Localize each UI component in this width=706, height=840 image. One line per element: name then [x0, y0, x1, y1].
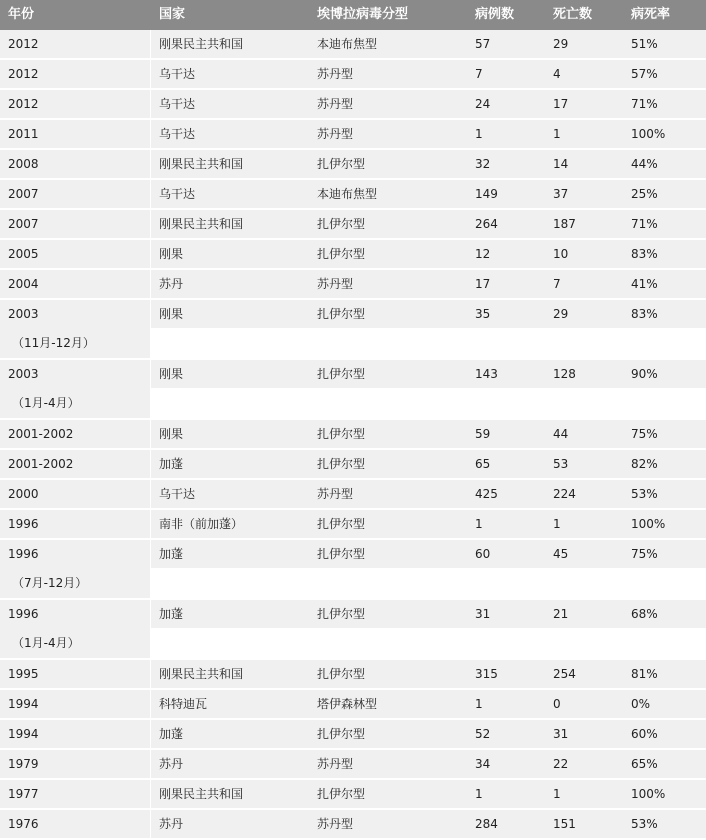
cell-fatality: 83%	[623, 240, 706, 268]
cell-deaths: 45	[545, 540, 623, 568]
cell-country: 乌干达	[151, 120, 309, 148]
cell-deaths: 53	[545, 450, 623, 478]
cell-country: 刚果民主共和国	[151, 780, 309, 808]
cell-country: 乌干达	[151, 480, 309, 508]
header-year[interactable]: 年份	[0, 2, 150, 30]
cell-country: 加蓬	[151, 540, 309, 568]
table-row	[0, 270, 706, 300]
cell-fatality: 41%	[623, 270, 706, 298]
cell-deaths: 17	[545, 90, 623, 118]
cell-deaths: 22	[545, 750, 623, 778]
cell-fatality: 71%	[623, 90, 706, 118]
cell-fatality: 60%	[623, 720, 706, 748]
cell-deaths: 128	[545, 360, 623, 388]
cell-fatality: 68%	[623, 600, 706, 628]
table-row	[0, 360, 706, 390]
cell-cases: 12	[467, 240, 545, 268]
cell-year: 1996	[0, 540, 150, 568]
cell-cases: 315	[467, 660, 545, 688]
cell-year: 2005	[0, 240, 150, 268]
cell-year: 2012	[0, 30, 150, 58]
cell-year: 1976	[0, 810, 150, 838]
cell-year: 2011	[0, 120, 150, 148]
table-row	[0, 540, 706, 570]
cell-cases: 65	[467, 450, 545, 478]
table-row-note	[0, 570, 706, 600]
table-row	[0, 600, 706, 630]
cell-country: 苏丹	[151, 750, 309, 778]
cell-deaths: 4	[545, 60, 623, 88]
table-row	[0, 750, 706, 780]
cell-year: 2007	[0, 210, 150, 238]
cell-country: 乌干达	[151, 180, 309, 208]
cell-year: 2012	[0, 90, 150, 118]
cell-country: 苏丹	[151, 810, 309, 838]
cell-fatality: 75%	[623, 540, 706, 568]
cell-country: 刚果	[151, 360, 309, 388]
table-row	[0, 660, 706, 690]
cell-cases: 143	[467, 360, 545, 388]
cell-year: 2003	[0, 300, 150, 328]
cell-year: 2003	[0, 360, 150, 388]
cell-subtype: 苏丹型	[309, 810, 467, 838]
cell-year: 1977	[0, 780, 150, 808]
cell-subtype: 苏丹型	[309, 90, 467, 118]
cell-subtype: 扎伊尔型	[309, 210, 467, 238]
cell-country: 刚果民主共和国	[151, 660, 309, 688]
cell-fatality: 0%	[623, 690, 706, 718]
table-header	[0, 0, 706, 30]
cell-subtype: 苏丹型	[309, 270, 467, 298]
cell-subtype: 塔伊森林型	[309, 690, 467, 718]
cell-cases: 425	[467, 480, 545, 508]
header-country[interactable]: 国家	[151, 2, 309, 30]
cell-period-note: （1月-4月）	[0, 388, 150, 418]
cell-deaths: 44	[545, 420, 623, 448]
cell-country: 刚果	[151, 240, 309, 268]
cell-fatality: 53%	[623, 810, 706, 838]
cell-subtype: 本迪布焦型	[309, 180, 467, 208]
cell-subtype: 本迪布焦型	[309, 30, 467, 58]
cell-year: 2004	[0, 270, 150, 298]
cell-cases: 57	[467, 30, 545, 58]
cell-fatality: 71%	[623, 210, 706, 238]
cell-country: 刚果	[151, 420, 309, 448]
cell-period-note: （7月-12月）	[0, 568, 150, 598]
cell-country: 加蓬	[151, 450, 309, 478]
cell-year: 1994	[0, 690, 150, 718]
table-row	[0, 690, 706, 720]
table-row	[0, 420, 706, 450]
table-row	[0, 720, 706, 750]
cell-subtype: 苏丹型	[309, 750, 467, 778]
header-deaths[interactable]: 死亡数	[545, 2, 623, 30]
cell-cases: 149	[467, 180, 545, 208]
table-row	[0, 810, 706, 840]
cell-period-note: （1月-4月）	[0, 628, 150, 658]
cell-subtype: 扎伊尔型	[309, 720, 467, 748]
table-row-note	[0, 330, 706, 360]
cell-fatality: 53%	[623, 480, 706, 508]
cell-deaths: 21	[545, 600, 623, 628]
cell-subtype: 扎伊尔型	[309, 600, 467, 628]
cell-subtype: 扎伊尔型	[309, 300, 467, 328]
table-row	[0, 120, 706, 150]
cell-fatality: 57%	[623, 60, 706, 88]
cell-country: 刚果民主共和国	[151, 210, 309, 238]
cell-deaths: 1	[545, 120, 623, 148]
cell-cases: 31	[467, 600, 545, 628]
cell-fatality: 82%	[623, 450, 706, 478]
cell-cases: 284	[467, 810, 545, 838]
cell-subtype: 扎伊尔型	[309, 510, 467, 538]
cell-deaths: 254	[545, 660, 623, 688]
cell-fatality: 83%	[623, 300, 706, 328]
cell-subtype: 苏丹型	[309, 120, 467, 148]
cell-year: 1996	[0, 600, 150, 628]
cell-subtype: 扎伊尔型	[309, 540, 467, 568]
cell-cases: 52	[467, 720, 545, 748]
cell-country: 科特迪瓦	[151, 690, 309, 718]
cell-country: 乌干达	[151, 60, 309, 88]
cell-subtype: 扎伊尔型	[309, 420, 467, 448]
cell-cases: 1	[467, 690, 545, 718]
cell-deaths: 37	[545, 180, 623, 208]
header-subtype[interactable]: 埃博拉病毒分型	[309, 2, 467, 30]
cell-deaths: 1	[545, 780, 623, 808]
cell-subtype: 苏丹型	[309, 60, 467, 88]
cell-fatality: 25%	[623, 180, 706, 208]
cell-fatality: 51%	[623, 30, 706, 58]
cell-deaths: 31	[545, 720, 623, 748]
table-row	[0, 30, 706, 60]
table-row	[0, 90, 706, 120]
table-row	[0, 300, 706, 330]
cell-country: 刚果民主共和国	[151, 150, 309, 178]
cell-subtype: 扎伊尔型	[309, 450, 467, 478]
cell-year: 2008	[0, 150, 150, 178]
cell-fatality: 100%	[623, 120, 706, 148]
table-row	[0, 480, 706, 510]
cell-cases: 17	[467, 270, 545, 298]
table-row	[0, 150, 706, 180]
cell-cases: 1	[467, 120, 545, 148]
cell-year: 1994	[0, 720, 150, 748]
table-row	[0, 180, 706, 210]
cell-year: 2000	[0, 480, 150, 508]
cell-fatality: 75%	[623, 420, 706, 448]
cell-fatality: 90%	[623, 360, 706, 388]
cell-year: 2001-2002	[0, 420, 150, 448]
cell-deaths: 151	[545, 810, 623, 838]
table-row	[0, 780, 706, 810]
cell-year: 1995	[0, 660, 150, 688]
cell-fatality: 100%	[623, 510, 706, 538]
table-row	[0, 510, 706, 540]
cell-deaths: 29	[545, 30, 623, 58]
table-body	[0, 30, 706, 840]
cell-country: 刚果民主共和国	[151, 30, 309, 58]
table-row	[0, 210, 706, 240]
cell-deaths: 0	[545, 690, 623, 718]
cell-deaths: 29	[545, 300, 623, 328]
cell-subtype: 扎伊尔型	[309, 660, 467, 688]
cell-fatality: 65%	[623, 750, 706, 778]
cell-cases: 264	[467, 210, 545, 238]
cell-cases: 24	[467, 90, 545, 118]
cell-cases: 7	[467, 60, 545, 88]
table-row	[0, 60, 706, 90]
cell-deaths: 7	[545, 270, 623, 298]
table-row-note	[0, 630, 706, 660]
cell-cases: 59	[467, 420, 545, 448]
cell-deaths: 14	[545, 150, 623, 178]
cell-subtype: 苏丹型	[309, 480, 467, 508]
cell-fatality: 100%	[623, 780, 706, 808]
cell-country: 加蓬	[151, 600, 309, 628]
table-row	[0, 450, 706, 480]
cell-cases: 1	[467, 780, 545, 808]
cell-deaths: 10	[545, 240, 623, 268]
cell-year: 2012	[0, 60, 150, 88]
cell-subtype: 扎伊尔型	[309, 150, 467, 178]
cell-cases: 32	[467, 150, 545, 178]
cell-year: 2001-2002	[0, 450, 150, 478]
cell-cases: 34	[467, 750, 545, 778]
cell-year: 1996	[0, 510, 150, 538]
cell-country: 苏丹	[151, 270, 309, 298]
cell-period-note: （11月-12月）	[0, 328, 150, 358]
cell-cases: 35	[467, 300, 545, 328]
cell-deaths: 224	[545, 480, 623, 508]
cell-fatality: 44%	[623, 150, 706, 178]
header-cases[interactable]: 病例数	[467, 2, 545, 30]
cell-country: 加蓬	[151, 720, 309, 748]
cell-cases: 60	[467, 540, 545, 568]
cell-country: 乌干达	[151, 90, 309, 118]
table-row-note	[0, 390, 706, 420]
cell-subtype: 扎伊尔型	[309, 780, 467, 808]
cell-country: 南非（前加蓬）	[151, 510, 309, 538]
cell-cases: 1	[467, 510, 545, 538]
cell-subtype: 扎伊尔型	[309, 360, 467, 388]
table-row	[0, 240, 706, 270]
cell-subtype: 扎伊尔型	[309, 240, 467, 268]
cell-country: 刚果	[151, 300, 309, 328]
cell-year: 1979	[0, 750, 150, 778]
cell-fatality: 81%	[623, 660, 706, 688]
cell-deaths: 187	[545, 210, 623, 238]
cell-deaths: 1	[545, 510, 623, 538]
cell-year: 2007	[0, 180, 150, 208]
header-fatality[interactable]: 病死率	[623, 2, 706, 30]
